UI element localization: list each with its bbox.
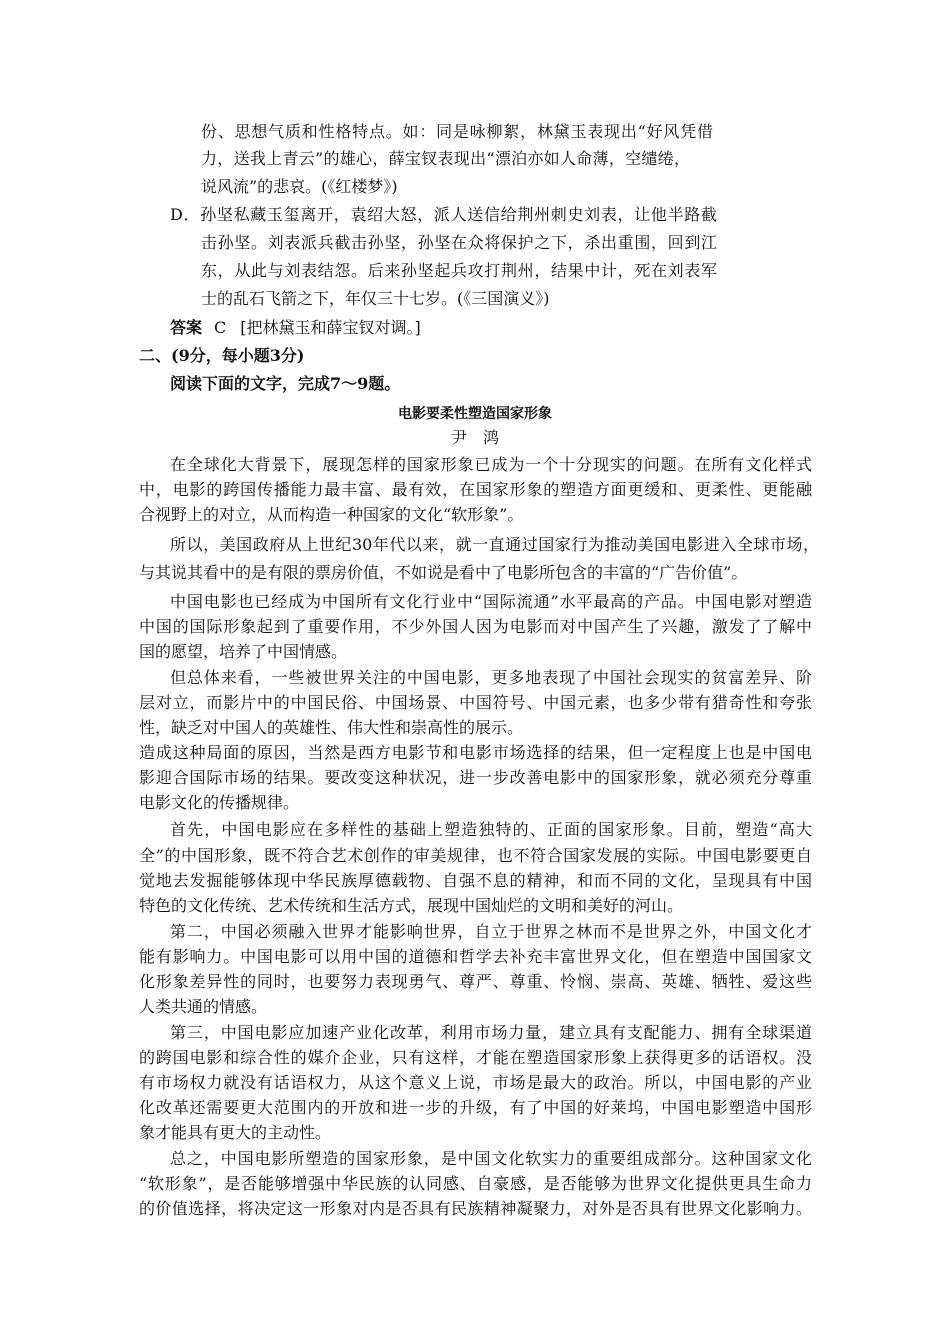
paragraph-3-line-1: 中国电影也已经成为中国所有文化行业中“国际流通”水平最高的产品。中国电影对塑造 bbox=[170, 592, 812, 611]
answer-line bbox=[170, 316, 421, 340]
paragraph-5-line-2: 影迎合国际市场的结果。要改变这种状况，进一步改善电影中的国家形象，就必须充分尊重 bbox=[139, 768, 812, 787]
article-author: 尹 鸿 bbox=[450, 428, 499, 447]
paragraph-6-line-4: 特色的文化传统、艺术传统和生活方式，展现中国灿烂的文明和美好的河山。 bbox=[139, 896, 684, 915]
article-title: 电影要柔性塑造国家形象 bbox=[398, 406, 552, 422]
paragraph-7-line-3: 化形象差异性的同时，也要努力表现勇气、尊严、尊重、怜悯、崇高、英雄、牺牲、爱这些 bbox=[139, 972, 812, 991]
paragraph-5-line-1: 造成这种局面的原因，当然是西方电影节和电影市场选择的结果，但一定程度上也是中国电 bbox=[139, 743, 812, 762]
option-d-line-3: 东，从此与刘表结怨。后来孙坚起兵攻打荆州，结果中计，死在刘表军 bbox=[201, 261, 717, 280]
option-c-line-1: 份、思想气质和性格特点。如：同是咏柳絮，林黛玉表现出“好风凭借 bbox=[201, 122, 713, 141]
paragraph-1-line-2: 中，电影的跨国传播能力最丰富、最有效，在国家形象的塑造方面更缓和、更柔性、更能融 bbox=[139, 480, 812, 499]
paragraph-4-line-2: 层对立，而影片中的中国民俗、中国场景、中国符号、中国元素，也多少带有猎奇性和夸张 bbox=[139, 693, 812, 712]
paragraph-4-line-3: 性，缺乏对中国人的英雄性、伟大性和崇高性的展示。 bbox=[139, 718, 524, 737]
paragraph-3-line-3: 国的愿望，培养了中国情感。 bbox=[139, 642, 348, 661]
paragraph-2-line-2: 与其说其看中的是有限的票房价值，不如说是看中了电影所包含的丰富的“广告价值”。 bbox=[139, 563, 748, 582]
paragraph-6-line-2: 全”的中国形象，既不符合艺术创作的审美规律，也不符合国家发展的实际。中国电影要更自 bbox=[139, 846, 812, 865]
paragraph-7-line-1: 第二，中国必须融入世界才能影响世界，自立于世界之林而不是世界之外，中国文化才 bbox=[170, 922, 812, 941]
paragraph-7-line-4: 人类共通的情感。 bbox=[139, 997, 268, 1016]
paragraph-9-line-3: 的价值选择，将决定这一形象对内是否具有民族精神凝聚力，对外是否具有世界文化影响力。 bbox=[139, 1199, 812, 1218]
section-heading: 二、(9分，每小题3分) bbox=[139, 346, 305, 365]
paragraph-2-line-1: 所以，美国政府从上世纪30年代以来，就一直通过国家行为推动美国电影进入全球市场， bbox=[170, 535, 819, 554]
reading-instruction: 阅读下面的文字，完成7～9题。 bbox=[170, 374, 401, 393]
paragraph-4-line-1: 但总体来看，一些被世界关注的中国电影，更多地表现了中国社会现实的贫富差异、阶 bbox=[170, 668, 812, 687]
option-d-line-2: 击孙坚。刘表派兵截击孙坚，孙坚在众将保护之下，杀出重围，回到江 bbox=[201, 233, 717, 252]
paragraph-8-line-4: 化改革还需要更大范围内的开放和进一步的升级，有了中国的好莱坞，中国电影塑造中国形 bbox=[139, 1098, 812, 1117]
paragraph-8-line-1: 第三，中国电影应加速产业化改革，利用市场力量，建立具有支配能力、拥有全球渠道 bbox=[170, 1023, 812, 1042]
paragraph-8-line-3: 有市场权力就没有话语权力，从这个意义上说，市场是最大的政治。所以，中国电影的产业 bbox=[139, 1073, 812, 1092]
paragraph-1-line-3: 合视野上的对立，从而构造一种国家的文化“软形象”。 bbox=[139, 505, 524, 524]
option-c-line-3: 说风流”的悲哀。(《红楼梦》) bbox=[201, 177, 398, 196]
paragraph-3-line-2: 中国的国际形象起到了重要作用，不少外国人因为电影而对中国产生了兴趣，激发了了解中 bbox=[139, 617, 812, 636]
answer-explanation: [把林黛玉和薛宝钗对调。] bbox=[240, 318, 421, 337]
option-d-line-1: D．孙坚私藏玉玺离开，袁绍大怒，派人送信给荆州刺史刘表，让他半路截 bbox=[170, 205, 717, 224]
paragraph-5-line-3: 电影文化的传播规律。 bbox=[139, 793, 300, 812]
paragraph-1-line-1: 在全球化大背景下，展现怎样的国家形象已成为一个十分现实的问题。在所有文化样式 bbox=[170, 455, 812, 474]
paragraph-9-line-2: “软形象”，是否能够增强中华民族的认同感、自豪感，是否能够为世界文化提供更具生命力 bbox=[139, 1174, 812, 1193]
paragraph-7-line-2: 能有影响力。中国电影可以用中国的道德和哲学去补充丰富世界文化，但在塑造中国国家文 bbox=[139, 947, 812, 966]
paragraph-9-line-1: 总之，中国电影所塑造的国家形象，是中国文化软实力的重要组成部分。这种国家文化 bbox=[170, 1149, 812, 1168]
paragraph-6-line-1: 首先，中国电影应在多样性的基础上塑造独特的、正面的国家形象。目前，塑造“高大 bbox=[170, 820, 812, 839]
answer-value: C bbox=[214, 318, 227, 337]
paragraph-6-line-3: 觉地去发掘能够体现中华民族厚德载物、自强不息的精神，和而不同的文化，呈现具有中国 bbox=[139, 871, 812, 890]
answer-label: 答案 bbox=[170, 318, 203, 337]
paragraph-8-line-5: 象才能具有更大的主动性。 bbox=[139, 1123, 332, 1142]
paragraph-8-line-2: 的跨国电影和综合性的媒介企业，只有这样，才能在塑造国家形象上获得更多的话语权。没 bbox=[139, 1048, 812, 1067]
option-c-line-2: 力，送我上青云”的雄心，薛宝钗表现出“漂泊亦如人命薄，空缱绻， bbox=[201, 149, 690, 168]
option-d-line-4: 士的乱石飞箭之下，年仅三十七岁。(《三国演义》) bbox=[201, 289, 550, 308]
